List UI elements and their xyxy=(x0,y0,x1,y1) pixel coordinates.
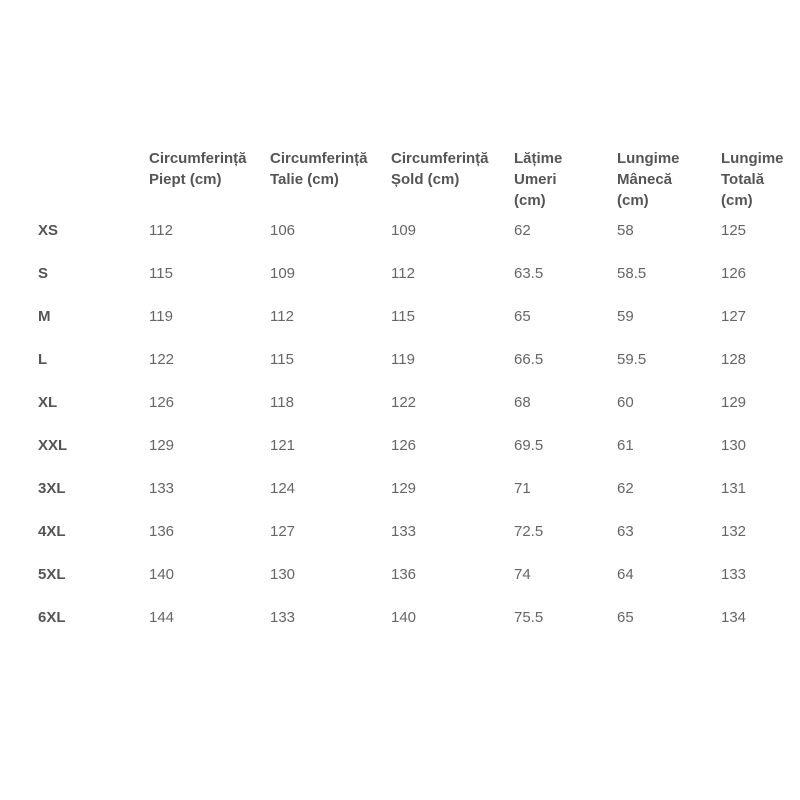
cell-size: L xyxy=(38,351,48,368)
cell-shoulder-width: 75.5 xyxy=(514,609,544,626)
cell-hip: 140 xyxy=(391,609,417,626)
cell-total-length: 132 xyxy=(721,523,747,540)
cell-shoulder-width: 65 xyxy=(514,308,531,325)
header-total-line: Lungime xyxy=(721,150,784,167)
cell-shoulder-width: 72.5 xyxy=(514,523,544,540)
table-row xyxy=(38,607,791,650)
table-row xyxy=(38,564,791,607)
cell-hip: 133 xyxy=(391,523,417,540)
cell-shoulder-width: 68 xyxy=(514,394,531,411)
table-row xyxy=(38,392,791,435)
header-size xyxy=(38,148,149,220)
header-waist-line: Talie (cm) xyxy=(270,171,339,188)
header-shoulder-line: (cm) xyxy=(514,192,546,209)
header-chest-line: Circumferință xyxy=(149,150,247,167)
cell-size: XL xyxy=(38,394,58,411)
cell-hip: 109 xyxy=(391,222,417,239)
cell-sleeve-length: 62 xyxy=(617,480,634,497)
cell-size: 5XL xyxy=(38,566,66,583)
header-hip-line: Circumferință xyxy=(391,150,489,167)
header-waist-line: Circumferință xyxy=(270,150,368,167)
cell-hip: 119 xyxy=(391,351,415,368)
header-total-length xyxy=(721,148,791,220)
cell-waist: 109 xyxy=(270,265,296,282)
table-row xyxy=(38,349,791,392)
cell-sleeve-length: 58 xyxy=(617,222,634,239)
size-chart-table xyxy=(38,148,791,650)
cell-shoulder-width: 69.5 xyxy=(514,437,544,454)
header-sleeve-line: Mânecă xyxy=(617,171,673,188)
table-row xyxy=(38,306,791,349)
cell-shoulder-width: 63.5 xyxy=(514,265,544,282)
header-waist xyxy=(270,148,391,220)
cell-size: S xyxy=(38,265,49,282)
header-sleeve-length xyxy=(617,148,721,220)
cell-waist: 115 xyxy=(270,351,294,368)
header-chest-line: Piept (cm) xyxy=(149,171,222,188)
cell-total-length: 129 xyxy=(721,394,747,411)
cell-shoulder-width: 66.5 xyxy=(514,351,544,368)
cell-total-length: 133 xyxy=(721,566,747,583)
cell-sleeve-length: 61 xyxy=(617,437,634,454)
cell-chest: 115 xyxy=(149,265,173,282)
cell-total-length: 126 xyxy=(721,265,747,282)
cell-hip: 112 xyxy=(391,265,415,282)
cell-chest: 112 xyxy=(149,222,173,239)
header-row xyxy=(38,148,791,220)
cell-chest: 119 xyxy=(149,308,173,325)
cell-sleeve-length: 65 xyxy=(617,609,634,626)
table-row xyxy=(38,478,791,521)
header-hip xyxy=(391,148,514,220)
cell-waist: 133 xyxy=(270,609,296,626)
cell-hip: 129 xyxy=(391,480,417,497)
header-total-line: Totală xyxy=(721,171,765,188)
cell-waist: 130 xyxy=(270,566,296,583)
header-sleeve-line: Lungime xyxy=(617,150,680,167)
cell-size: 6XL xyxy=(38,609,66,626)
cell-sleeve-length: 58.5 xyxy=(617,265,647,282)
cell-chest: 140 xyxy=(149,566,175,583)
header-total-line: (cm) xyxy=(721,192,753,209)
cell-chest: 133 xyxy=(149,480,175,497)
cell-chest: 144 xyxy=(149,609,175,626)
cell-waist: 118 xyxy=(270,394,294,411)
cell-total-length: 130 xyxy=(721,437,747,454)
table-row xyxy=(38,220,791,263)
cell-waist: 112 xyxy=(270,308,294,325)
cell-size: M xyxy=(38,308,51,325)
cell-size: XS xyxy=(38,222,59,239)
cell-total-length: 131 xyxy=(721,480,747,497)
cell-hip: 126 xyxy=(391,437,417,454)
cell-size: 3XL xyxy=(38,480,66,497)
cell-waist: 121 xyxy=(270,437,296,454)
cell-hip: 115 xyxy=(391,308,415,325)
cell-sleeve-length: 60 xyxy=(617,394,634,411)
cell-chest: 126 xyxy=(149,394,175,411)
cell-sleeve-length: 59.5 xyxy=(617,351,647,368)
table-body xyxy=(38,220,791,650)
cell-total-length: 127 xyxy=(721,308,747,325)
header-shoulder-line: Lățime xyxy=(514,150,563,167)
header-sleeve-line: (cm) xyxy=(617,192,649,209)
cell-chest: 129 xyxy=(149,437,175,454)
table-row xyxy=(38,435,791,478)
header-hip-line: Șold (cm) xyxy=(391,171,460,188)
cell-total-length: 125 xyxy=(721,222,747,239)
cell-hip: 122 xyxy=(391,394,417,411)
cell-shoulder-width: 62 xyxy=(514,222,531,239)
cell-chest: 136 xyxy=(149,523,175,540)
cell-sleeve-length: 64 xyxy=(617,566,634,583)
cell-waist: 127 xyxy=(270,523,296,540)
cell-waist: 106 xyxy=(270,222,296,239)
cell-total-length: 134 xyxy=(721,609,747,626)
cell-shoulder-width: 71 xyxy=(514,480,531,497)
table-row xyxy=(38,263,791,306)
cell-size: XXL xyxy=(38,437,68,454)
cell-size: 4XL xyxy=(38,523,66,540)
cell-sleeve-length: 63 xyxy=(617,523,634,540)
table-row xyxy=(38,521,791,564)
cell-shoulder-width: 74 xyxy=(514,566,531,583)
cell-total-length: 128 xyxy=(721,351,747,368)
cell-waist: 124 xyxy=(270,480,296,497)
header-shoulder-width xyxy=(514,148,617,220)
cell-hip: 136 xyxy=(391,566,417,583)
cell-sleeve-length: 59 xyxy=(617,308,634,325)
cell-chest: 122 xyxy=(149,351,175,368)
header-chest xyxy=(149,148,270,220)
header-shoulder-line: Umeri xyxy=(514,171,557,188)
